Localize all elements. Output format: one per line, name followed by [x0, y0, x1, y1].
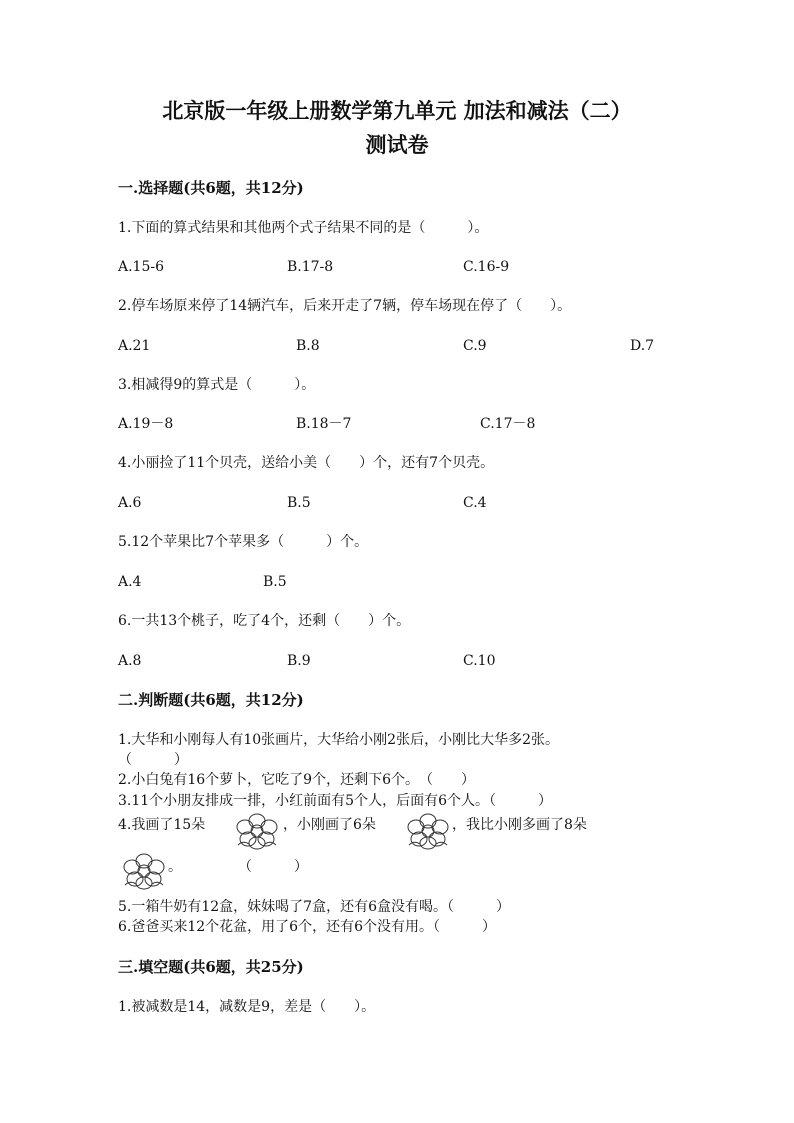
option-b: B.5: [263, 574, 287, 590]
option-a: A.4: [118, 574, 142, 590]
page-subtitle: 测试卷: [365, 132, 429, 157]
option-c: C.4: [463, 495, 487, 511]
question-text: 3.相减得9的算式是（ ）。: [118, 377, 316, 393]
question-text: 6.爸爸买来12个花盆，用了6个，还有6个没有用。（ ）: [118, 919, 496, 935]
question-text-part: ，我比小刚多画了8朵: [452, 817, 587, 833]
option-b: B.8: [296, 338, 320, 354]
option-b: B.18－7: [296, 416, 352, 432]
option-a: A.21: [118, 338, 151, 354]
question-text: 2.小白兔有16个萝卜，它吃了9个，还剩下6个。 （ ）: [118, 772, 475, 788]
option-a: A.8: [118, 653, 142, 669]
option-d: D.7: [630, 338, 655, 354]
flower-icon: [404, 812, 452, 852]
question-text: 2.停车场原来停了14辆汽车，后来开走了7辆，停车场现在停了（ ）。: [118, 298, 572, 314]
option-c: C.9: [463, 338, 487, 354]
option-c: C.17－8: [480, 416, 536, 432]
question-text: 4.小丽捡了11个贝壳，送给小美（ ）个，还有7个贝壳。: [118, 455, 495, 471]
answer-bracket: （ ）: [118, 752, 188, 768]
flower-icon: [120, 852, 168, 892]
option-a: A.15-6: [118, 259, 165, 275]
question-text: 1.大华和小刚每人有10张画片，大华给小刚2张后，小刚比大华多2张。: [118, 732, 559, 748]
question-text: 1.下面的算式结果和其他两个式子结果不同的是（ ）。: [118, 220, 489, 236]
question-text: 3.11个小朋友排成一排，小红前面有5个人，后面有6个人。（ ）: [118, 793, 552, 809]
flower-icon: [233, 812, 281, 852]
question-text: 6.一共13个桃子，吃了4个，还剩（ ）个。: [118, 613, 411, 629]
section-heading-judgement: 二.判断题(共6题，共12分): [118, 691, 304, 709]
option-c: C.10: [463, 653, 496, 669]
option-a: A.19－8: [118, 416, 174, 432]
question-text-part: 。 （ ）: [168, 859, 308, 875]
option-a: A.6: [118, 495, 142, 511]
question-text-part: ，小刚画了6朵: [283, 817, 376, 833]
question-text: 1.被减数是14，减数是9，差是（ ）。: [118, 999, 376, 1015]
option-b: B.9: [287, 653, 311, 669]
section-heading-fill: 三.填空题(共6题，共25分): [118, 958, 304, 976]
option-c: C.16-9: [463, 259, 510, 275]
question-text: 5.一箱牛奶有12盒，妹妹喝了7盒，还有6盒没有喝。（ ）: [118, 899, 510, 915]
section-heading-choice: 一.选择题(共6题，共12分): [118, 179, 304, 197]
page-title: 北京版一年级上册数学第九单元 加法和减法（二）: [162, 98, 632, 123]
question-text-part: 4.我画了15朵: [118, 817, 206, 833]
option-b: B.17-8: [287, 259, 334, 275]
question-text: 5.12个苹果比7个苹果多（ ）个。: [118, 534, 369, 550]
option-b: B.5: [287, 495, 311, 511]
